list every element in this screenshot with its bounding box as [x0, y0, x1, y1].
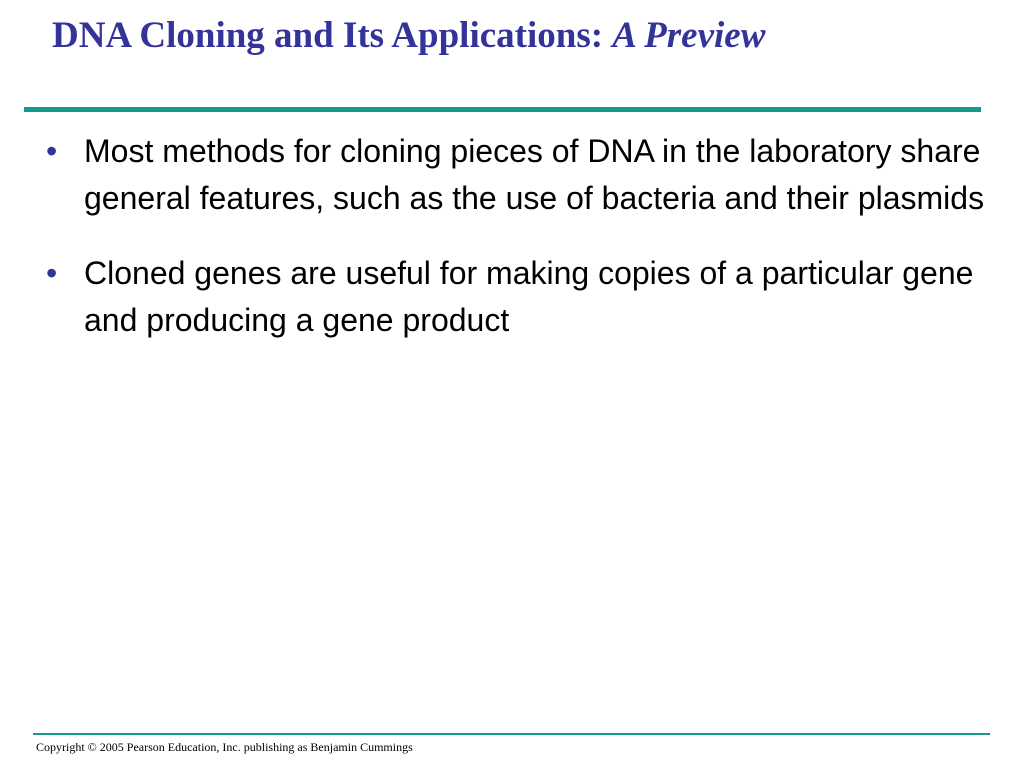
- bullet-icon: •: [46, 255, 58, 291]
- copyright-footer: Copyright © 2005 Pearson Education, Inc. publishing as Benjamin Cummings: [36, 740, 413, 754]
- title-divider: [24, 107, 981, 112]
- slide-title: [52, 12, 765, 60]
- footer-divider: [33, 733, 990, 735]
- slide-title-italic: A Preview: [612, 15, 766, 56]
- bullet-text: Cloned genes are useful for making copies of a particular gene and producing a gene product: [84, 255, 974, 338]
- bullet-text: Most methods for cloning pieces of DNA in the laboratory share general features, such as the use of bacteria and their plasmids: [84, 133, 985, 216]
- bullet-item: [42, 250, 992, 344]
- slide-title-main: DNA Cloning and Its Applications:: [52, 15, 613, 56]
- bullet-list: [42, 128, 992, 372]
- bullet-item: [42, 128, 992, 222]
- bullet-icon: •: [46, 133, 58, 169]
